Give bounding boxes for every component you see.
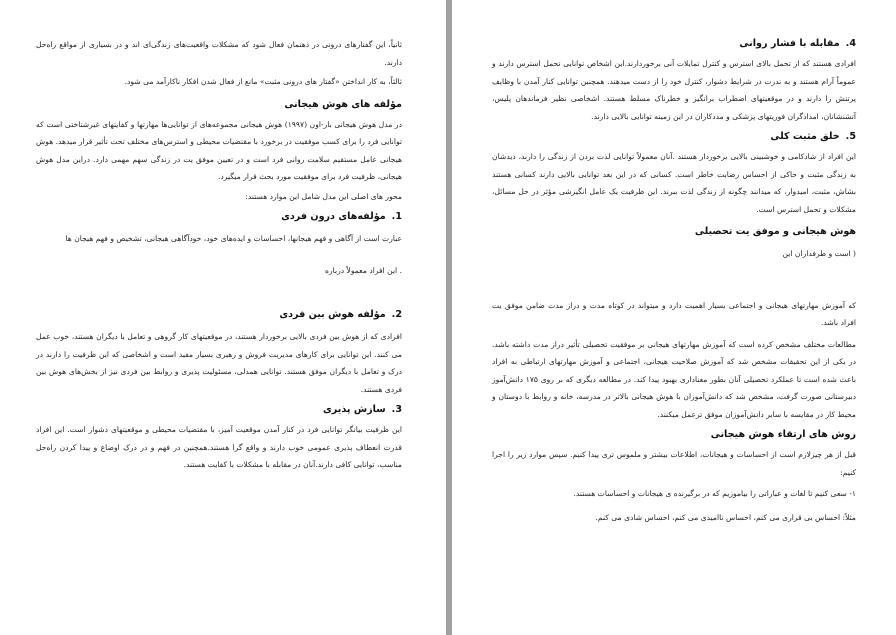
heading-number: 4. [845, 38, 856, 49]
heading-components: مؤلفه های هوش هیجانی [284, 98, 402, 110]
intrapersonal-paragraph-tail: . این افراد معمولاً درباره [325, 265, 402, 275]
list-item-1: ۱- سعی کنیم تا لغات و عباراتی را بیاموزیم که در برگیرنده ی هیجانات و احساسات هستند. [573, 489, 856, 498]
heading-academic-success: هوش هیجانی و موفق یت تحصیلی [694, 226, 856, 237]
heading-improvement-methods: روش های ارتقاء هوش هیجانی [710, 429, 856, 440]
heading-text: مؤلفه هوش بین فردی [279, 309, 386, 320]
heading-intrapersonal [36, 209, 402, 224]
heading-text: مؤلفه‌های درون فردی [281, 211, 386, 222]
studies-paragraph: مطالعات مختلف مشخص کرده است که آموزش مهارتهای هیجانی بر موفقیت تحصیلی تأثیر دراز مدت داشته باشد. در یکی از این تحقیقات مشخص شد که آموزش صلاحیت هیجانی، اجتماعی و آموزش مهارتهای ارتباطی به افراد باعث شده است تا عملکرد تحصیلی آنان بطور معناداری بهبود پیدا کند. در مطالعه دیگری که بر روی ۱۷۵ دانش‌آموز دبیرستانی صورت گرفت، مشخص شد که دانش‌آموزان با هوش هیجانی بالاتر در مدرسه، خانه و روابط با دوستان و محیط کار در مقایسه با سایر دانش‌آموزان موفق ترعمل میکنند. [492, 339, 856, 419]
right-page [452, 0, 896, 635]
heading-number: 2. [391, 309, 402, 320]
heading-number: 5. [845, 131, 856, 142]
heading-text: مقابله با فشار روانی [739, 38, 840, 49]
mood-paragraph: این افراد از شادکامی و خوشبینی بالایی برخوردار هستند .آنان معمولاً توانایی لذت بردن از زندگی را دارند، دیدشان به زندگی مثبت و حاکی از احساس رضایت خاطر است. کسانی که در این بعد توانایی بالایی دارند کسانی هستند بشاش، مثبت، امیدوار، که میدانند چگونه از زندگی لذت ببرند. این ظرفیت یک عامل انگیزشی مؤثر در حل مسائل، مشکلات و تحمل استرس است. [492, 152, 856, 214]
heading-general-mood [492, 129, 856, 144]
intro-paragraph-1: ثانیاً، این گفتارهای درونی در ذهنمان فعال شود که مشکلات واقعیت‌های زندگی‌ای اند و در بسیاری از مواقع راه‌حل دارند. [36, 40, 402, 67]
intrapersonal-paragraph: عبارت است از آگاهی و فهم هیجانها، احساسات و ایده‌های خود، خودآگاهی هیجانی، تشخیص و فهم هیجان ها [65, 234, 402, 243]
success-paragraph: که آموزش مهارتهای هیجانی و اجتماعی بسیار اهمیت دارد و میتواند در کوتاه مدت و دراز مدت ضامن موفق یت افراد باشد. [492, 300, 856, 327]
example-paragraph: مثلاً: احساس بی قراری می کنم، احساس ناامیدی می کنم، احساس شادی می کنم. [595, 512, 856, 522]
success-paragraph-fragment: ( است و طرفداران این [782, 249, 856, 258]
stress-paragraph: افرادی هستند که از تحمل بالای استرس و کنترل تمایلات آنی برخوردارند.این اشخاص توانایی تحمل استرس دارند و عموماً آرام هستند و به ندرت در شرایط دشوار، کنترل خود را از دست میدهند. همچنین توانایی کنار آمدن با وظایف پرتنش را دارند و در موقعیتهای اضطراب برانگیز و خطرناک مسلط هستند. اشخاصی نظیر فرماندهان پلیس، آتشنشانان، امدادگران فوریتهای پزشکی و مددکاران در این زمینه توانایی بالایی دارند. [492, 59, 856, 121]
adaptability-paragraph: این ظرفیت بیانگر توانایی فرد در کنار آمدن موقعیت آمیز، با مقتضیات محیطی و موقعیتهای دشوار است. این افراد قدرت انعطاف پذیری عمومی خوب دارند و واقع گرا هستند.همچنین در فهم و در درک اوضاع و پیدا کردن راه‌حل مناسب، توانایی کافی دارند.آنان در مقابله با مشکلات با کفایت هستند. [36, 425, 402, 469]
interpersonal-paragraph: افرادی که از هوش بین فردی بالایی برخوردار هستند، در موقعیتهای کار گروهی و تعامل با دیگران هستند، خوب عمل می کنند. این توانایی برای کارهای مدیریت فروش و رهبری بسیار مفید است و اشخاصی که این ظرفیت را دارند در درک و تعامل با دیگران موفق هستند. توانایی همدلی، مسئولیت پذیری و روابط بین فردی نیز از بخش‌های هوش بین فردی هستند. [36, 332, 402, 394]
heading-stress-management [492, 36, 856, 51]
heading-text: خلق مثبت کلی [770, 131, 840, 142]
model-paragraph: در مدل هوش هیجانی بار-اون (۱۹۹۷) هوش هیجانی مجموعه‌های از توانایی‌ها مهارتها و کفایتهای غیرشناختی است که توانایی فرد را برای کسب موفقیت در برخورد با مقتضیات محیطی و استرس‌های مختلف تحت تأثیر قرار میدهد. هوش هیجانی عامل مستقیم سلامت روانی فرد است و در تعیین موفق یت در زندگی سهم مهمی دارد. دراین مدل هوش هیجانی، ظرفیت فرد برای موفقیت مورد بحث قرار میگیرد. [36, 119, 402, 181]
improvement-paragraph: قبل از هر چیزلازم است از احساسات و هیجانات، اطلاعات بیشتر و ملموس تری پیدا کنیم. سپس موارد زیر را اجرا کنیم: [492, 450, 857, 477]
heading-number: 1. [391, 211, 402, 222]
axes-paragraph: محور های اصلی این مدل شامل این موارد هستند: [245, 191, 402, 201]
heading-adaptability [36, 402, 402, 417]
heading-text: سازش پذیری [323, 404, 386, 415]
intro-paragraph-2: ثالثاً، به کار انداختن «گفتار های درونی مثبت» مانع از فعال شدن افکار ناکارآمد می شود. [124, 77, 402, 86]
heading-interpersonal [36, 307, 402, 322]
heading-number: 3. [391, 404, 402, 415]
left-page [0, 0, 446, 635]
